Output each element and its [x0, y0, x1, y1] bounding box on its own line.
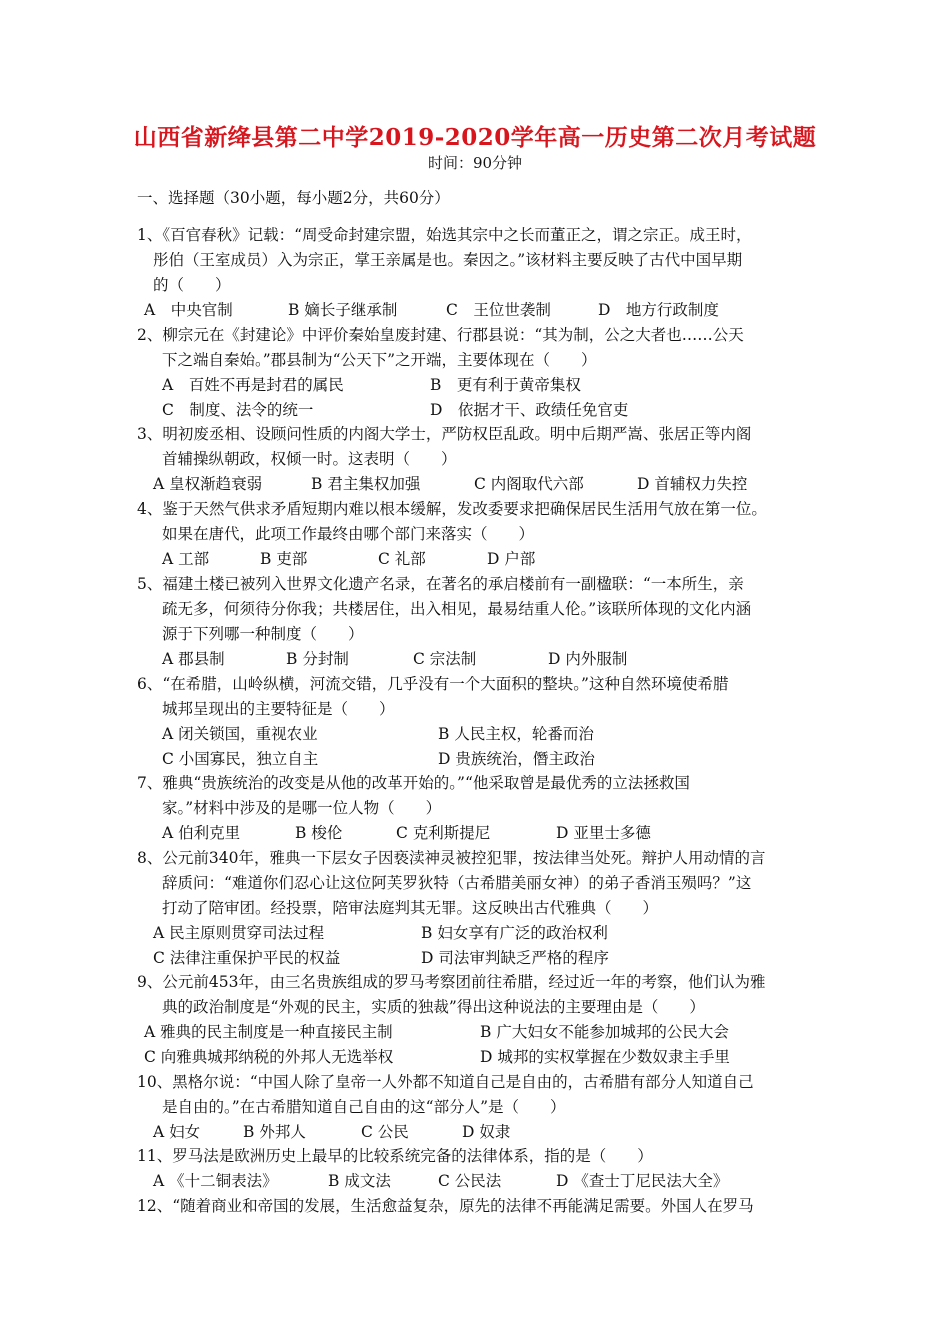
- question-10-option-a: A 妇女: [153, 1123, 201, 1141]
- question-1-option-c: C 王位世袭制: [446, 301, 551, 319]
- question-2-option-a: A 百姓不再是封君的属民: [162, 376, 344, 394]
- question-10-line-1: 10、黑格尔说：“中国人除了皇帝一人外都不知道自己是自由的，古希腊有部分人知道自己: [137, 1073, 754, 1091]
- question-7-option-c: C 克利斯提尼: [396, 824, 491, 842]
- question-11-option-a: A 《十二铜表法》: [153, 1172, 278, 1190]
- question-10-option-b: B 外邦人: [243, 1123, 306, 1141]
- question-4-line-2: 如果在唐代，此项工作最终由哪个部门来落实（ ）: [162, 525, 535, 543]
- page-title: 山西省新绛县第二中学2019-2020学年高一历史第二次月考试题: [133, 124, 817, 151]
- question-12-line-1: 12、“随着商业和帝国的发展，生活愈益复杂，原先的法律不再能满足需要。外国人在罗马: [137, 1197, 754, 1215]
- question-1-line-2: 彤伯（王室成员）入为宗正，掌王亲属是也。秦因之。”该材料主要反映了古代中国早期: [153, 251, 743, 269]
- question-5-option-c: C 宗法制: [413, 650, 477, 668]
- question-8-line-3: 打动了陪审团。经投票，陪审法庭判其无罪。这反映出古代雅典（ ）: [162, 899, 659, 917]
- question-10-line-2: 是自由的。”在古希腊知道自己自由的这“部分人”是（ ）: [162, 1098, 566, 1116]
- question-5-option-b: B 分封制: [286, 650, 349, 668]
- exam-time: 时间：90分钟: [427, 154, 523, 172]
- question-6-line-2: 城邦呈现出的主要特征是（ ）: [162, 700, 395, 718]
- question-9-line-2: 典的政治制度是“外观的民主，实质的独裁”得出这种说法的主要理由是（ ）: [162, 998, 705, 1016]
- question-8-line-2: 辞质问：“难道你们忍心让这位阿芙罗狄特（古希腊美丽女神）的弟子香消玉殒吗？”这: [162, 874, 752, 892]
- question-8-option-a: A 民主原则贯穿司法过程: [153, 924, 325, 942]
- question-4-option-c: C 礼部: [378, 550, 426, 568]
- question-3-line-2: 首辅操纵朝政，权倾一时。这表明（ ）: [162, 450, 457, 468]
- question-11-line-1: 11、罗马法是欧洲历史上最早的比较系统完备的法律体系，指的是（ ）: [137, 1147, 653, 1165]
- question-4-line-1: 4、鉴于天然气供求矛盾短期内难以根本缓解，发改委要求把确保居民生活用气放在第一位。: [137, 500, 767, 518]
- question-3-option-c: C 内阁取代六部: [474, 475, 584, 493]
- section-heading: 一、选择题（30小题，每小题2分，共60分）: [137, 189, 450, 207]
- question-1-line-3: 的（ ）: [153, 276, 231, 294]
- question-11-option-b: B 成文法: [328, 1172, 391, 1190]
- question-8-line-1: 8、公元前340年，雅典一下层女子因亵渎神灵被控犯罪，按法律当处死。辩护人用动情的言: [137, 849, 766, 867]
- question-10-option-c: C 公民: [361, 1123, 409, 1141]
- question-8-option-d: D 司法审判缺乏严格的程序: [421, 949, 609, 967]
- question-5-line-3: 源于下列哪一种制度（ ）: [162, 625, 364, 643]
- question-6-option-c: C 小国寡民，独立自主: [162, 750, 319, 768]
- question-1-line-1: 1、《百官春秋》记载：“周受命封建宗盟，始选其宗中之长而董正之，谓之宗正。成王时，: [137, 226, 752, 244]
- question-6-option-d: D 贵族统治，僭主政治: [438, 750, 595, 768]
- question-7-option-d: D 亚里士多德: [556, 824, 651, 842]
- question-1-option-a: A 中央官制: [144, 301, 233, 319]
- question-3-line-1: 3、明初废丞相、设顾问性质的内阁大学士，严防权臣乱政。明中后期严嵩、张居正等内阁: [137, 425, 752, 443]
- question-11-option-d: D 《查士丁尼民法大全》: [556, 1172, 729, 1190]
- question-3-option-a: A 皇权渐趋衰弱: [153, 475, 263, 493]
- question-3-option-b: B 君主集权加强: [311, 475, 421, 493]
- question-4-option-d: D 户部: [487, 550, 536, 568]
- question-2-line-2: 下之端自秦始。”郡县制为“公天下”之开端，主要体现在（ ）: [162, 351, 597, 369]
- question-7-line-1: 7、雅典“贵族统治的改变是从他的改革开始的。”“他采取曾是最优秀的立法拯救国: [137, 774, 690, 792]
- question-4-option-a: A 工部: [162, 550, 210, 568]
- question-2-line-1: 2、柳宗元在《封建论》中评价秦始皇废封建、行郡县说：“其为制，公之大者也……公天: [137, 326, 744, 344]
- question-11-option-c: C 公民法: [438, 1172, 502, 1190]
- question-7-line-2: 家。”材料中涉及的是哪一位人物（ ）: [162, 799, 442, 817]
- question-7-option-b: B 梭伦: [295, 824, 343, 842]
- question-9-line-1: 9、公元前453年，由三名贵族组成的罗马考察团前往希腊，经过近一年的考察，他们认为雅: [137, 973, 766, 991]
- question-1-option-d: D 地方行政制度: [598, 301, 719, 319]
- question-8-option-c: C 法律注重保护平民的权益: [153, 949, 341, 967]
- question-8-option-b: B 妇女享有广泛的政治权利: [421, 924, 608, 942]
- question-9-option-c: C 向雅典城邦纳税的外邦人无选举权: [144, 1048, 394, 1066]
- question-5-option-d: D 内外服制: [548, 650, 628, 668]
- question-9-option-d: D 城邦的实权掌握在少数奴隶主手里: [480, 1048, 730, 1066]
- question-3-option-d: D 首辅权力失控: [637, 475, 748, 493]
- question-2-option-c: C 制度、法令的统一: [162, 401, 314, 419]
- question-4-option-b: B 吏部: [260, 550, 308, 568]
- question-9-option-b: B 广大妇女不能参加城邦的公民大会: [480, 1023, 729, 1041]
- question-6-option-b: B 人民主权，轮番而治: [438, 725, 594, 743]
- question-1-option-b: B 嫡长子继承制: [288, 301, 398, 319]
- question-10-option-d: D 奴隶: [462, 1123, 511, 1141]
- question-2-option-d: D 依据才干、政绩任免官吏: [430, 401, 629, 419]
- question-5-line-1: 5、福建土楼已被列入世界文化遗产名录，在著名的承启楼前有一副楹联：“一本所生，亲: [137, 575, 744, 593]
- question-5-line-2: 疏无多，何须待分你我；共楼居住，出入相见，最易结重人伦。”该联所体现的文化内涵: [162, 600, 752, 618]
- question-7-option-a: A 伯利克里: [162, 824, 241, 842]
- question-2-option-b: B 更有利于黄帝集权: [430, 376, 581, 394]
- question-9-option-a: A 雅典的民主制度是一种直接民主制: [144, 1023, 393, 1041]
- question-6-option-a: A 闭关锁国，重视农业: [162, 725, 318, 743]
- question-6-line-1: 6、“在希腊，山岭纵横，河流交错，几乎没有一个大面积的整块。”这种自然环境使希腊: [137, 675, 729, 693]
- question-5-option-a: A 郡县制: [162, 650, 225, 668]
